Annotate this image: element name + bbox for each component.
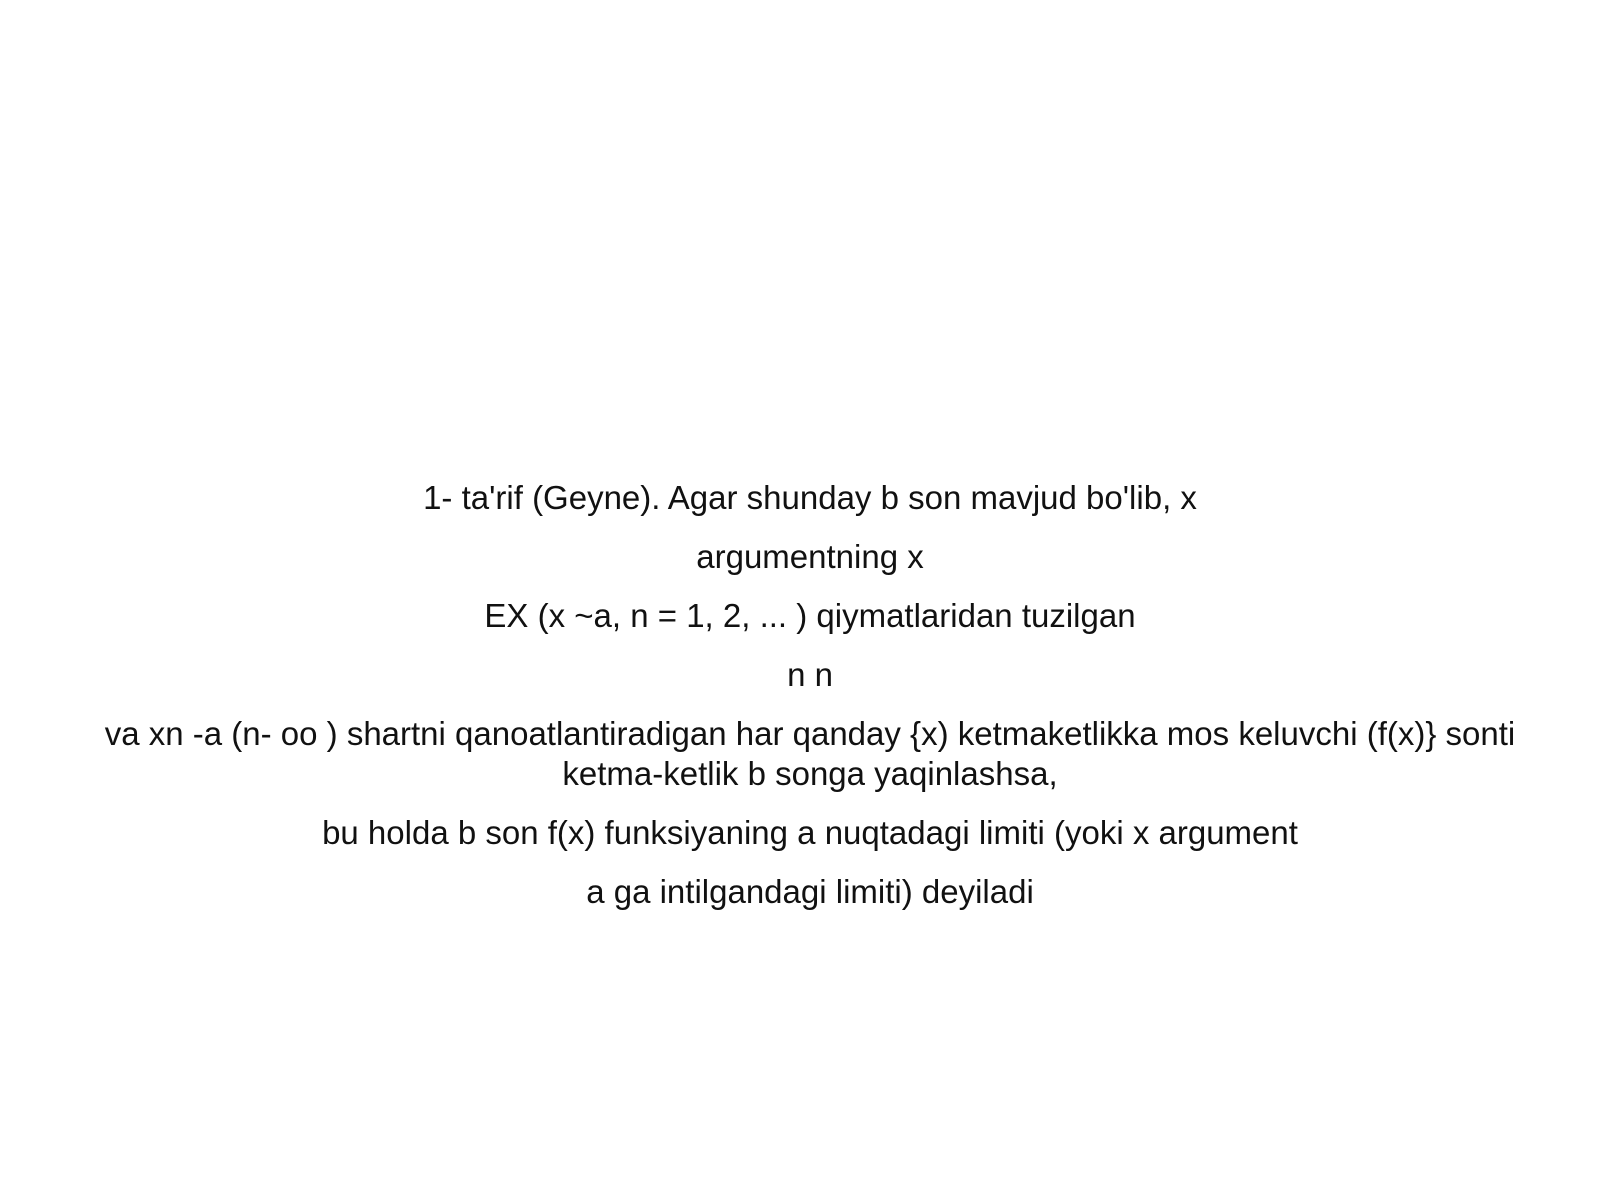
paragraph-argument: argumentning x [696, 538, 924, 575]
paragraph-limit-conclusion: a ga intilgandagi limiti) deyiladi [586, 873, 1034, 910]
definition-text-block [100, 478, 1520, 931]
paragraph-sequence-condition: va xn -a (n- oo ) shartni qanoatlantiradigan har qanday {x) ketmaketlikka mos keluvchi (f(x)} sonti ketma-ketlik b songa yaqinlashsa, [104, 715, 1516, 792]
paragraph-subscripts: n n [787, 656, 833, 693]
paragraph-values: EX (x ~a, n = 1, 2, ... ) qiymatlaridan tuzilgan [484, 597, 1136, 634]
paragraph-limit-statement: bu holda b son f(x) funksiyaning a nuqtadagi limiti (yoki x argument [322, 814, 1298, 851]
paragraph-definition-intro: 1- ta'rif (Geyne). Agar shunday b son mavjud bo'lib, x [423, 479, 1197, 516]
